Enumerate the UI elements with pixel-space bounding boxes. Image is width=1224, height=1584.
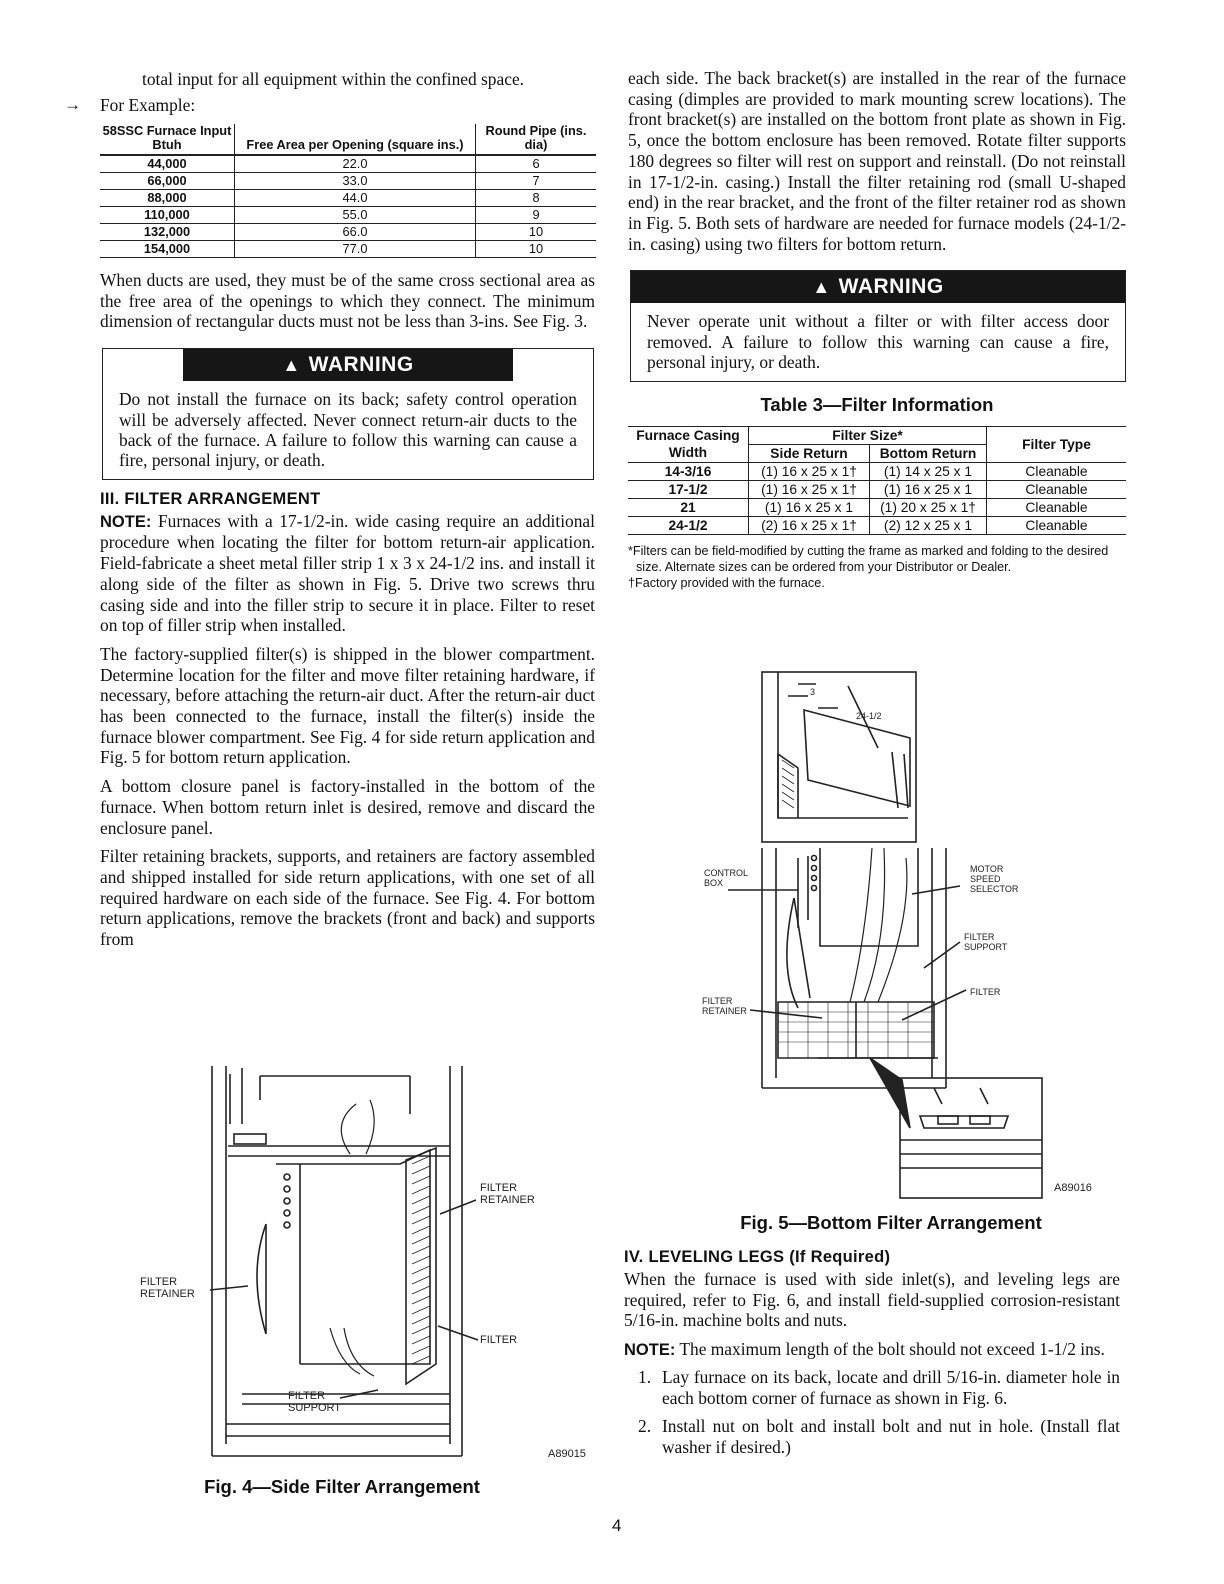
figure-5-illustration — [698, 668, 1118, 1208]
warning-header-right — [631, 271, 1125, 303]
filter-table-cell: (1) 16 x 25 x 1† — [749, 480, 870, 498]
arrow-icon: → — [64, 95, 81, 114]
fig5-label-control-box: CONTROL BOX — [704, 868, 749, 888]
t3-header-bottom: Bottom Return — [870, 444, 987, 462]
leveling-paragraph: When the furnace is used with side inlet(s), and leveling legs are required, refer to Fig. 6, and install field-supplied corrosion-resistant 5/16-in. machine bolts and nuts. — [624, 1269, 1120, 1331]
warning-box-right — [630, 270, 1126, 381]
figure-4 — [130, 1064, 600, 1504]
note-text-right: The maximum length of the bolt should not exceed 1-1/2 ins. — [675, 1339, 1105, 1360]
example-table-row — [100, 241, 596, 258]
filter-table-cell: Cleanable — [987, 498, 1127, 516]
step-2-number: 2. — [638, 1416, 652, 1437]
filter-table-cell: 21 — [628, 498, 749, 516]
filter-table-cell: Cleanable — [987, 516, 1127, 534]
note-text: Furnaces with a 17-1/2-in. wide casing require an additional procedure when locating the filter for bottom return-air application. Field-fabricate a sheet metal filler strip 1 x 3 x 24-1/2 ins. and install it along side of the filter as shown in Fig. 5. Drive two screws thru casing side and into the filler strip to secure it in place. Filter to reset on top of filler strip when installed. — [100, 510, 595, 636]
warning-title-right: WARNING — [838, 275, 944, 299]
filter-table-row — [628, 516, 1126, 534]
example-cell: 33.0 — [235, 173, 476, 190]
fig4-caption: Fig. 4—Side Filter Arrangement — [204, 1476, 480, 1497]
figure-4-illustration — [130, 1064, 600, 1464]
example-table-row — [100, 224, 596, 241]
ducts-paragraph: When ducts are used, they must be of the same cross sectional area as the free area of the openings to which they connect. The minimum dimension of rectangular ducts must not be less than 3-ins. See Fig. 3. — [100, 270, 595, 332]
example-cell: 10 — [476, 241, 597, 258]
example-cell: 154,000 — [100, 241, 235, 258]
right-column — [628, 68, 1126, 591]
fig5-caption: Fig. 5—Bottom Filter Arrangement — [740, 1212, 1042, 1233]
t3-header-casing: Furnace Casing Width — [628, 426, 749, 462]
example-cell: 7 — [476, 173, 597, 190]
warning-body: Do not install the furnace on its back; safety control operation will be adversely affected. Never connect return-air ducts to the back of the furnace. A failure to follow this warning can cause a fire, personal injury, or death. — [119, 389, 577, 471]
filter-paragraph-2: A bottom closure panel is factory-installed in the bottom of the furnace. When bottom return inlet is desired, remove and discard the enclosure panel. — [100, 776, 595, 838]
fig5-label-filter-retainer: FILTER RETAINER — [702, 996, 747, 1016]
example-table — [100, 124, 596, 258]
table3-note-2: †Factory provided with the furnace. — [628, 575, 825, 590]
filter-table-cell: (1) 16 x 25 x 1 — [749, 498, 870, 516]
table3-title: Table 3—Filter Information — [760, 393, 994, 415]
fig5-label-dim-24: 24-1/2 — [856, 711, 882, 721]
example-cell: 44,000 — [100, 155, 235, 173]
filter-table-cell: Cleanable — [987, 480, 1127, 498]
example-header-pipe: Round Pipe (ins. dia) — [485, 123, 587, 152]
example-cell: 22.0 — [235, 155, 476, 173]
warning-triangle-icon: ▲ — [282, 355, 301, 376]
example-cell: 8 — [476, 190, 597, 207]
step-2-text: Install nut on bolt and install bolt and nut in hole. (Install flat washer if desired.) — [662, 1416, 1120, 1457]
fig5-label-filter-support: FILTER SUPPORT — [964, 932, 1008, 952]
example-header-area: Free Area per Opening (square ins.) — [235, 124, 476, 155]
fig5-id: A89016 — [1054, 1182, 1092, 1194]
fig5-label-motor-speed: MOTOR SPEED SELECTOR — [970, 864, 1019, 894]
filter-table-row — [628, 480, 1126, 498]
section-title-filter-arrangement: III. FILTER ARRANGEMENT — [100, 489, 321, 508]
fig4-label-filter-retainer-right: FILTER RETAINER — [480, 1182, 535, 1206]
filter-table-cell: (1) 16 x 25 x 1 — [870, 480, 987, 498]
table3-notes — [628, 543, 1126, 591]
warning-title: WARNING — [308, 353, 414, 377]
example-cell: 55.0 — [235, 207, 476, 224]
step-1-number: 1. — [638, 1366, 652, 1387]
figure-5 — [698, 668, 1118, 1238]
filter-paragraph-3: Filter retaining brackets, supports, and retainers are factory assembled and shipped installed for side return applications, with one set of all required hardware on each side of the furnace. See Fig. 4. For bottom return applications, remove the brackets (front and back) and supports from — [100, 846, 595, 950]
step-1 — [624, 1367, 1120, 1408]
table3-note-1: *Filters can be field-modified by cutting the frame as marked and folding to the desired size. Alternate sizes can be ordered from your Distributor or Dealer. — [628, 543, 1109, 574]
fig4-label-filter-support: FILTER SUPPORT — [288, 1390, 341, 1414]
filter-table-row — [628, 498, 1126, 516]
section-title-leveling-legs: IV. LEVELING LEGS (If Required) — [624, 1248, 891, 1266]
example-cell: 9 — [476, 207, 597, 224]
t3-header-size: Filter Size* — [749, 426, 987, 444]
example-cell: 66,000 — [100, 173, 235, 190]
step-2 — [624, 1416, 1120, 1457]
leveling-note — [624, 1339, 1120, 1361]
t3-header-type: Filter Type — [987, 426, 1127, 462]
example-cell: 132,000 — [100, 224, 235, 241]
t3-header-side: Side Return — [749, 444, 870, 462]
warning-body-right: Never operate unit without a filter or with filter access door removed. A failure to follow this warning can cause a fire, personal injury, or death. — [647, 311, 1109, 373]
example-cell: 10 — [476, 224, 597, 241]
filter-table-cell: 24-1/2 — [628, 516, 749, 534]
right-column-bottom — [624, 1248, 1120, 1466]
example-table-row — [100, 173, 596, 190]
filter-table-row — [628, 462, 1126, 480]
fig5-label-filter: FILTER — [970, 987, 1001, 997]
filter-table-cell: (2) 16 x 25 x 1† — [749, 516, 870, 534]
fig4-label-filter: FILTER — [480, 1334, 518, 1346]
left-column — [64, 68, 595, 950]
filter-table-cell: 17-1/2 — [628, 480, 749, 498]
fig4-label-filter-retainer-left: FILTER RETAINER — [140, 1276, 195, 1300]
filter-table-cell: (1) 16 x 25 x 1† — [749, 462, 870, 480]
filter-table-cell: (1) 14 x 25 x 1 — [870, 462, 987, 480]
filter-paragraph-1: The factory-supplied filter(s) is shipped in the blower compartment. Determine location for the filter and move filter retaining hardware, if necessary, before attaching the return-air duct. After the return-air duct has been connected to the furnace, install the filter(s) inside the furnace blower compartment. See Fig. 4 for side return application and Fig. 5 for bottom return application. — [100, 643, 595, 768]
warning-box-left — [102, 348, 594, 480]
warning-header — [183, 349, 513, 381]
filter-table-cell: 14-3/16 — [628, 462, 749, 480]
example-cell: 66.0 — [235, 224, 476, 241]
filter-info-table — [628, 426, 1126, 535]
example-cell: 6 — [476, 155, 597, 173]
warning-triangle-icon: ▲ — [812, 277, 831, 298]
note-label-right: NOTE: — [624, 1341, 676, 1360]
filter-table-cell: (1) 20 x 25 x 1† — [870, 498, 987, 516]
step-1-text: Lay furnace on its back, locate and drill 5/16-in. diameter hole in each bottom corner of furnace as shown in Fig. 6. — [662, 1366, 1120, 1408]
example-cell: 88,000 — [100, 190, 235, 207]
for-example — [64, 94, 595, 116]
note-paragraph — [100, 511, 595, 636]
right-top-paragraph: each side. The back bracket(s) are installed in the rear of the furnace casing (dimples are provided to mark mounting screw locations). The front bracket(s) are installed on the bottom front plate as shown in Fig. 5, once the bottom enclosure has been removed. Rotate filter supports 180 degrees so filter will rest on support and reinstall. (Do not reinstall in 17-1/2-in. casing.) Install the filter retaining rod (small U-shaped end) in the rear bracket, and the front of the filter retainer rod as shown in Fig. 5. Both sets of hardware are needed for furnace models (24-1/2-in. casing) using two filters for bottom return. — [628, 68, 1126, 254]
example-table-row — [100, 207, 596, 224]
for-example-text: For Example: — [100, 95, 196, 115]
intro-line: total input for all equipment within the confined space. — [142, 69, 525, 89]
leveling-steps — [624, 1367, 1120, 1458]
filter-table-cell: Cleanable — [987, 462, 1127, 480]
example-table-row — [100, 155, 596, 173]
fig5-label-dim-3: 3 — [810, 687, 816, 697]
example-header-input: 58SSC Furnace Input Btuh — [100, 124, 235, 155]
example-cell: 110,000 — [100, 207, 235, 224]
page-number: 4 — [612, 1516, 622, 1535]
filter-table-cell: (2) 12 x 25 x 1 — [870, 516, 987, 534]
fig4-id: A89015 — [548, 1448, 586, 1460]
example-cell: 44.0 — [235, 190, 476, 207]
note-label: NOTE: — [100, 512, 152, 531]
example-cell: 77.0 — [235, 241, 476, 258]
example-table-row — [100, 190, 596, 207]
